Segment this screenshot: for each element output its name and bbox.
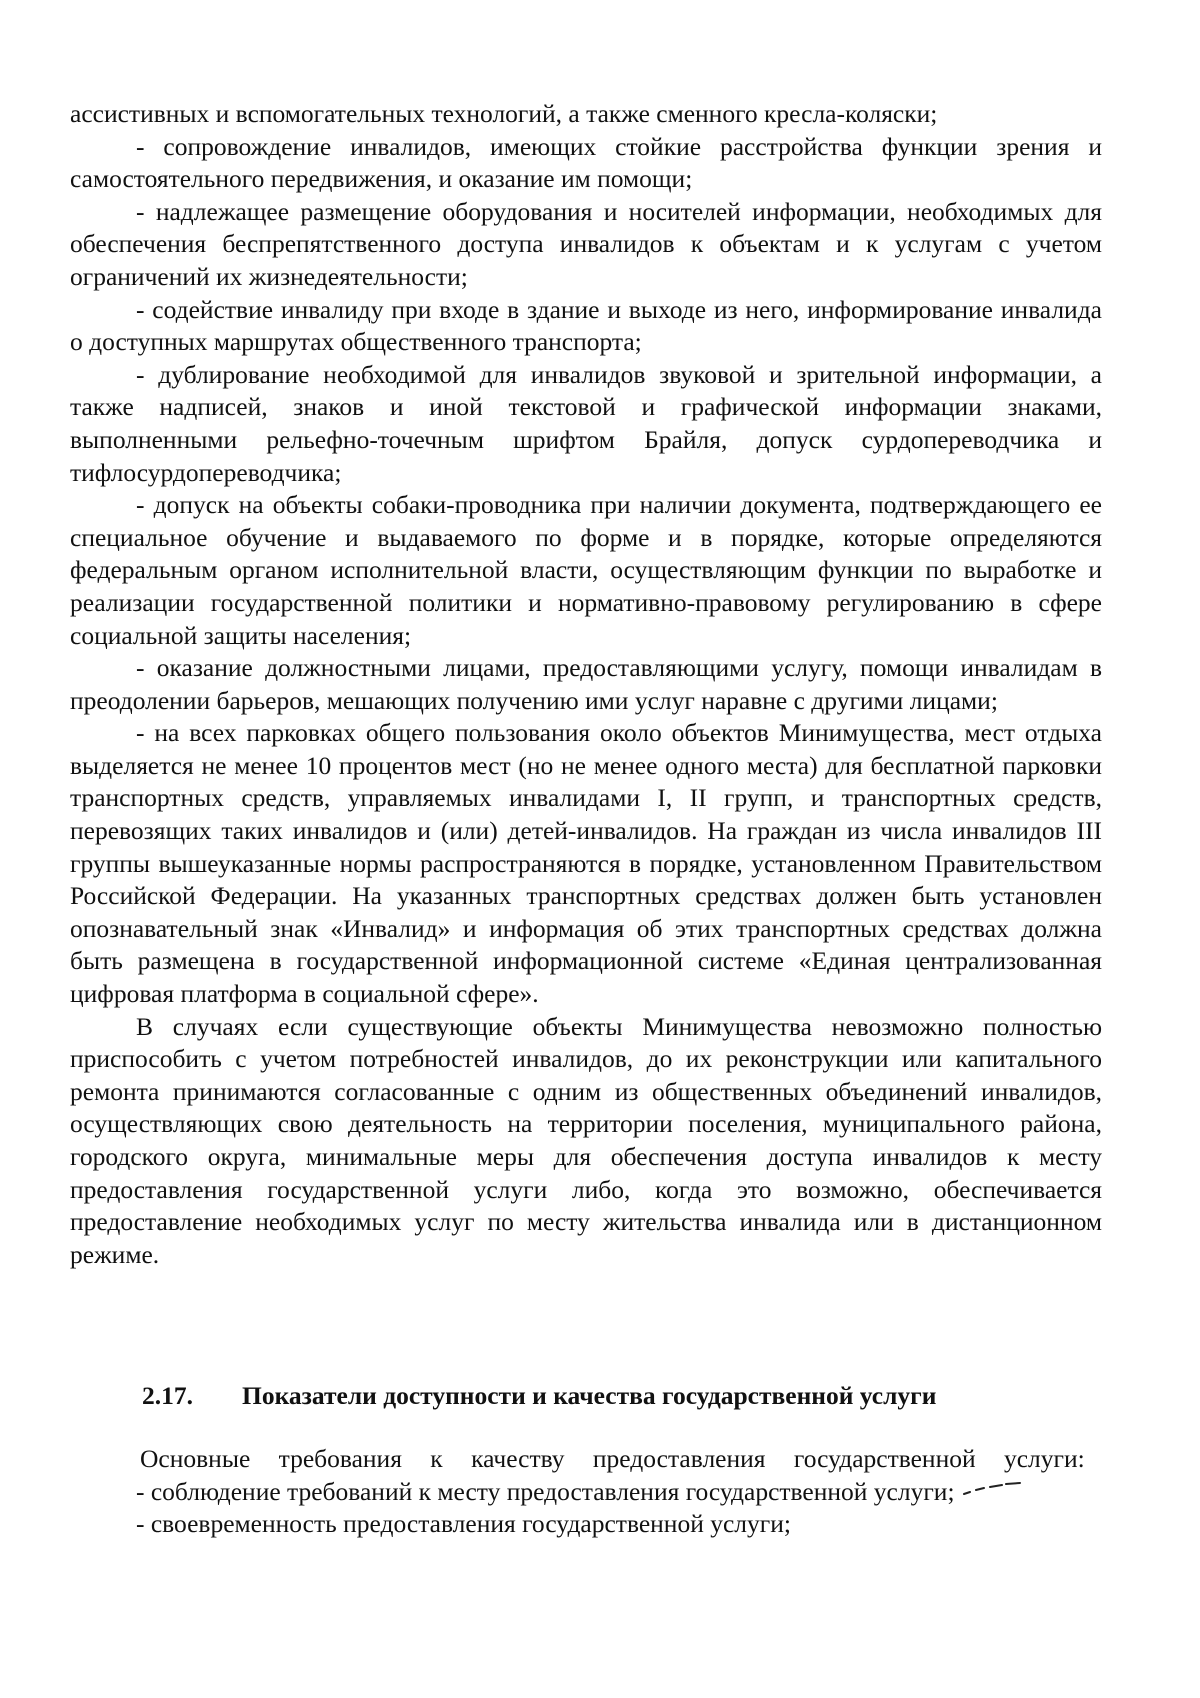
section-title: Показатели доступности и качества государственной услуги xyxy=(242,1381,937,1410)
paragraph-continuation: ассистивных и вспомогательных технологий, а также сменного кресла-коляски; xyxy=(70,99,938,128)
document-body xyxy=(70,98,1102,1271)
section-number: 2.17. xyxy=(142,1381,193,1410)
requirements-intro: Основные требования к качеству предоставления государственной услуги: xyxy=(140,1444,1085,1473)
paragraph-officials-assistance: - оказание должностными лицами, предоставляющими услугу, помощи инвалидам в преодолении барьеров, мешающих получению ими услуг наравне с другими лицами; xyxy=(70,653,1102,715)
pen-mark-icon xyxy=(962,1482,1022,1496)
paragraph-parking: - на всех парковках общего пользования около объектов Минимущества, мест отдыха выделяется не менее 10 процентов мест (но не менее одного места) для бесплатной парковки транспортных средств, управляемых инвалидами I, II групп, и транспортных средств, перевозящих таких инвалидов и (или) детей-инвалидов. На граждан из числа инвалидов III группы вышеуказанные нормы распространяются в порядке, установленном Правительством Российской Федерации. На указанных транспортных средствах должен быть установлен опознавательный знак «Инвалид» и информация об этих транспортных средствах должна быть размещена в государственной информационной системе «Единая централизованная цифровая платформа в социальной сфере». xyxy=(70,718,1102,1009)
paragraph-escort: - сопровождение инвалидов, имеющих стойкие расстройства функции зрения и самостоятельного передвижения, и оказание им помощи; xyxy=(70,131,1102,194)
paragraph-existing-objects: В случаях если существующие объекты Минимущества невозможно полностью приспособить с учетом потребностей инвалидов, до их реконструкции или капитального ремонта принимаются согласованные с одним из общественных объединений инвалидов, осуществляющих свою деятельность на территории поселения, муниципального района, городского округа, минимальные меры для обеспечения доступа инвалидов к месту предоставления государственной услуги либо, когда это возможно, обеспечивается предоставление необходимых услуг по месту жительства инвалида или в дистанционном режиме. xyxy=(70,1011,1102,1269)
paragraph-information-duplication: - дублирование необходимой для инвалидов звуковой и зрительной информации, а также надписей, знаков и иной текстовой и графической информации знаками, выполненными рельефно-точечным шрифтом Брайля, допуск сурдопереводчика и тифлосурдопереводчика; xyxy=(70,359,1102,487)
paragraph-guide-dog: - допуск на объекты собаки-проводника при наличии документа, подтверждающего ее специальное обучение и выдаваемого по форме и в порядке, которые определяются федеральным органом исполнительной власти, осуществляющим функции по выработке и реализации государственной политики и нормативно-правовому регулированию в сфере социальной защиты населения; xyxy=(70,490,1102,650)
section-heading xyxy=(70,1380,1102,1412)
paragraph-entry-assistance: - содействие инвалиду при входе в здание и выходе из него, информирование инвалида о доступных маршрутах общественного транспорта; xyxy=(70,294,1102,357)
paragraph-equipment-placement: - надлежащее размещение оборудования и носителей информации, необходимых для обеспечения беспрепятственного доступа инвалидов к объектам и к услугам с учетом ограничений их жизнедеятельности; xyxy=(70,196,1102,291)
requirements-block xyxy=(70,1443,1102,1541)
requirement-item: - своевременность предоставления государственной услуги; xyxy=(136,1509,791,1539)
requirement-item: - соблюдение требований к месту предоставления государственной услуги; xyxy=(136,1476,955,1506)
